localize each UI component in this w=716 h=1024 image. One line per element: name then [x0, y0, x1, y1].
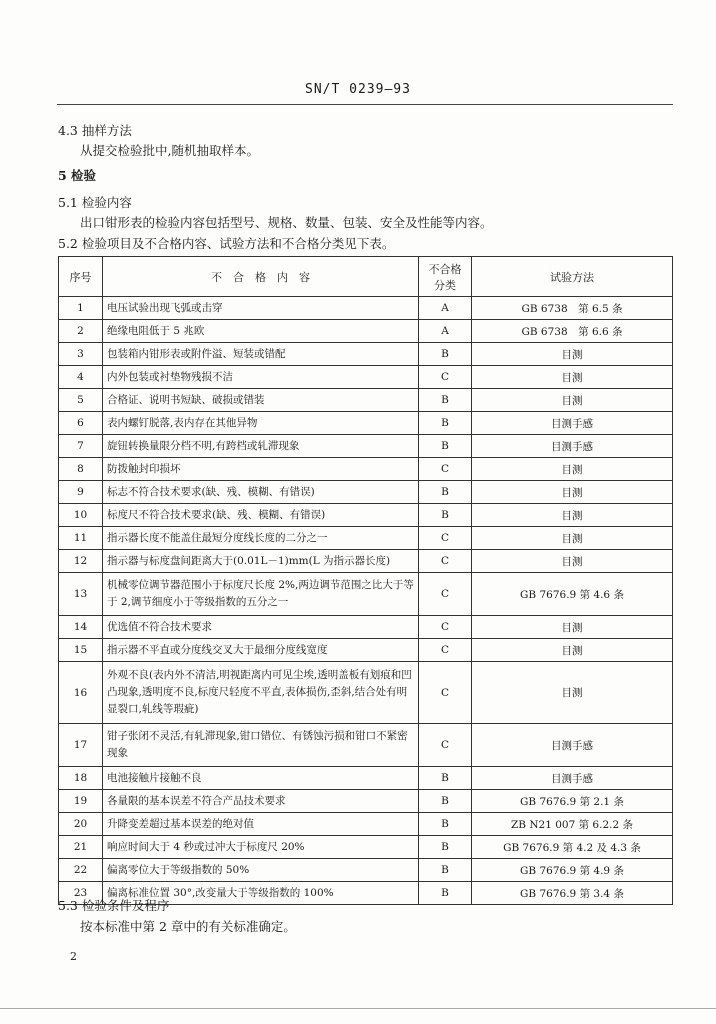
row-content: 电池接触片接触不良: [103, 767, 419, 790]
table-row: [59, 458, 673, 481]
row-method: 目测: [472, 504, 673, 527]
section-5-1-body: 出口钳形表的检验内容包括型号、规格、数量、包装、安全及性能等内容。: [80, 215, 493, 230]
row-number: 7: [59, 435, 103, 458]
col-header-method: 试验方法: [472, 257, 673, 297]
table-row: [59, 724, 673, 767]
row-content: 旋钮转换量限分档不明,有跨档或轧滞现象: [103, 435, 419, 458]
row-content: 外观不良(表内外不清洁,明视距离内可见尘埃,透明盖板有划痕和凹凸现象,透明度不良,标度尺轻度不平直,表体损伤,歪斜,结合处有明显裂口,轧线等瑕疵): [103, 662, 419, 724]
row-class: C: [419, 724, 472, 767]
row-method: GB 7676.9 第 3.4 条: [472, 882, 673, 905]
row-class: C: [419, 458, 472, 481]
row-number: 21: [59, 836, 103, 859]
table-row: [59, 616, 673, 639]
row-number: 6: [59, 412, 103, 435]
row-content: 内外包装或衬垫物残损不洁: [103, 366, 419, 389]
table-row: [59, 639, 673, 662]
row-method: ZB N21 007 第 6.2.2 条: [472, 813, 673, 836]
row-content: 合格证、说明书短缺、破损或错装: [103, 389, 419, 412]
table-row: [59, 412, 673, 435]
row-method: 目测: [472, 366, 673, 389]
row-method: 目测手感: [472, 724, 673, 767]
row-number: 23: [59, 882, 103, 905]
section-5-title: 5 检验: [58, 168, 97, 183]
row-method: GB 7676.9 第 4.2 及 4.3 条: [472, 836, 673, 859]
row-content: 标度尺不符合技术要求(缺、残、模糊、有错误): [103, 504, 419, 527]
row-method: 目测: [472, 639, 673, 662]
row-number: 14: [59, 616, 103, 639]
table-row: [59, 813, 673, 836]
row-number: 10: [59, 504, 103, 527]
table-row: [59, 297, 673, 320]
row-class: B: [419, 790, 472, 813]
row-number: 12: [59, 550, 103, 573]
section-5-3-body: 按本标准中第 2 章中的有关标准确定。: [80, 919, 296, 934]
row-method: GB 6738 第 6.6 条: [472, 320, 673, 343]
row-content: 偏离零位大于等级指数的 50%: [103, 859, 419, 882]
row-number: 15: [59, 639, 103, 662]
header-rule: [57, 104, 673, 105]
col-header-no: 序号: [59, 257, 103, 297]
row-method: 目测手感: [472, 412, 673, 435]
row-class: B: [419, 504, 472, 527]
row-class: B: [419, 767, 472, 790]
row-content: 机械零位调节器范围小于标度尺长度 2%,两边调节范围之比大于等于 2,调节细度小于等级指数的五分之一: [103, 573, 419, 616]
section-5-2-title: 5.2 检验项目及不合格内容、试验方法和不合格分类见下表。: [58, 236, 395, 251]
row-content: 各量限的基本误差不符合产品技术要求: [103, 790, 419, 813]
row-number: 17: [59, 724, 103, 767]
row-content: 表内螺钉脱落,表内存在其他异物: [103, 412, 419, 435]
row-class: B: [419, 343, 472, 366]
table-row: [59, 389, 673, 412]
page-number: 2: [70, 950, 77, 963]
section-4-3-title: 4.3 抽样方法: [58, 123, 132, 138]
row-number: 11: [59, 527, 103, 550]
row-number: 2: [59, 320, 103, 343]
row-content: 响应时间大于 4 秒或过冲大于标度尺 20%: [103, 836, 419, 859]
table-row: [59, 550, 673, 573]
row-content: 升降变差超过基本误差的绝对值: [103, 813, 419, 836]
row-content: 电压试验出现飞弧或击穿: [103, 297, 419, 320]
table-row: [59, 366, 673, 389]
row-number: 18: [59, 767, 103, 790]
row-method: 目测: [472, 343, 673, 366]
row-content: 绝缘电阻低于 5 兆欧: [103, 320, 419, 343]
row-class: B: [419, 435, 472, 458]
row-class: C: [419, 527, 472, 550]
table-row: [59, 527, 673, 550]
row-method: 目测: [472, 550, 673, 573]
table-row: [59, 836, 673, 859]
row-class: B: [419, 481, 472, 504]
row-number: 1: [59, 297, 103, 320]
row-number: 4: [59, 366, 103, 389]
row-number: 22: [59, 859, 103, 882]
row-method: 目测: [472, 481, 673, 504]
row-class: C: [419, 366, 472, 389]
document-code: SN/T 0239—93: [305, 82, 411, 97]
row-class: C: [419, 573, 472, 616]
row-method: 目测: [472, 662, 673, 724]
table-row: [59, 435, 673, 458]
row-content: 指示器与标度盘间距离大于(0.01L－1)mm(L 为指示器长度): [103, 550, 419, 573]
row-content: 指示器不平直或分度线交叉大于最细分度线宽度: [103, 639, 419, 662]
row-method: 目测: [472, 527, 673, 550]
row-content: 优选值不符合技术要求: [103, 616, 419, 639]
table-header-row: [59, 257, 673, 297]
row-class: B: [419, 836, 472, 859]
section-5-3-title: 5.3 检验条件及程序: [58, 898, 170, 913]
table-row: [59, 481, 673, 504]
col-header-class-line1: 不合格: [428, 262, 462, 276]
col-header-content: 不 合 格 内 容: [103, 257, 419, 297]
table-row: [59, 573, 673, 616]
row-content: 防拨触封印损坏: [103, 458, 419, 481]
table-row: [59, 504, 673, 527]
row-number: 20: [59, 813, 103, 836]
table-row: [59, 767, 673, 790]
row-class: B: [419, 412, 472, 435]
row-method: 目测: [472, 616, 673, 639]
row-class: C: [419, 616, 472, 639]
row-number: 5: [59, 389, 103, 412]
row-class: C: [419, 662, 472, 724]
row-content: 标志不符合技术要求(缺、残、模糊、有错误): [103, 481, 419, 504]
row-content: 指示器长度不能盖住最短分度线长度的二分之一: [103, 527, 419, 550]
row-method: GB 7676.9 第 4.9 条: [472, 859, 673, 882]
row-class: B: [419, 882, 472, 905]
row-class: A: [419, 320, 472, 343]
row-class: A: [419, 297, 472, 320]
row-method: GB 7676.9 第 4.6 条: [472, 573, 673, 616]
table-row: [59, 662, 673, 724]
row-class: B: [419, 813, 472, 836]
row-method: GB 6738 第 6.5 条: [472, 297, 673, 320]
table-row: [59, 343, 673, 366]
row-number: 19: [59, 790, 103, 813]
table-row: [59, 790, 673, 813]
scan-edge-line: [0, 1008, 716, 1009]
row-content: 钳子张闭不灵活,有轧滞现象,钳口错位、有锈蚀污损和钳口不紧密现象: [103, 724, 419, 767]
row-method: 目测: [472, 458, 673, 481]
row-number: 8: [59, 458, 103, 481]
inspection-table: [58, 256, 673, 905]
row-class: C: [419, 550, 472, 573]
row-content: 偏离标准位置 30°,改变量大于等级指数的 100%: [103, 882, 419, 905]
row-number: 16: [59, 662, 103, 724]
row-content: 包装箱内钳形表或附件溢、短装或错配: [103, 343, 419, 366]
row-class: C: [419, 639, 472, 662]
section-4-3-body: 从提交检验批中,随机抽取样本。: [80, 143, 259, 158]
row-method: 目测手感: [472, 767, 673, 790]
row-method: 目测: [472, 389, 673, 412]
section-5-1-title: 5.1 检验内容: [58, 195, 132, 210]
table-row: [59, 859, 673, 882]
col-header-class: [419, 257, 472, 297]
row-class: B: [419, 859, 472, 882]
row-class: B: [419, 389, 472, 412]
col-header-class-line2: 分类: [434, 278, 456, 292]
row-method: GB 7676.9 第 2.1 条: [472, 790, 673, 813]
row-method: 目测手感: [472, 435, 673, 458]
table-row: [59, 320, 673, 343]
row-number: 3: [59, 343, 103, 366]
row-number: 13: [59, 573, 103, 616]
row-number: 9: [59, 481, 103, 504]
